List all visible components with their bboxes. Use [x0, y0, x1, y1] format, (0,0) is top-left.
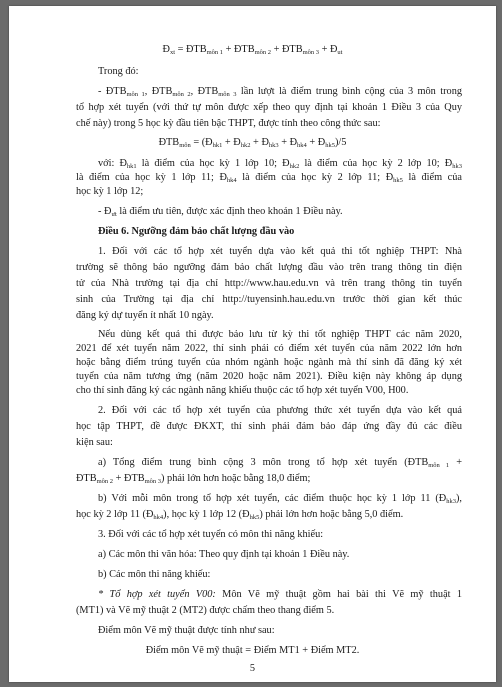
aptitude-subjects: b) Các môn thi năng khiếu: — [98, 569, 211, 580]
dtb-definition-line-1: - $ĐTB_{môn 1}$, $ĐTB_{môn 2}$, $ĐTB_{môn 3}$ lần lượt là điểm trung bình cộng của 3 môn trong — [98, 86, 462, 98]
condition-a-line-2: $ĐTB_{môn 2}$ + $ĐTB_{môn 3}$) phải lớn hơn hoặc bằng 18,0 điểm; — [76, 473, 311, 485]
semester-definition-line-1: với: $Đ_{hk1}$ là điểm của học kỳ 1 lớp 10; $Đ_{hk2}$ là điểm của học kỳ 2 lớp 10; $Đ_{hk3}$ — [98, 158, 462, 170]
condition-a-line-1: a) Tổng điểm trung bình cộng 3 môn trong tổ hợp xét tuyển ($ĐTB_{môn 1}$ + — [98, 457, 462, 469]
calc-intro: Điểm môn Vẽ mỹ thuật được tính như sau: — [98, 625, 275, 636]
trong-do-label: Trong đó: — [98, 66, 139, 77]
p3-line-2: học tập THPT, đề được ĐKXT, thí sinh phải đảm bảo đáp ứng đầy đủ các điều — [76, 421, 462, 432]
dtb-definition-line-3: chế này) trong 5 học kỳ đầu tiên bậc THPT, được tính theo công thức sau: — [76, 118, 381, 129]
calc-formula: Điểm môn Vẽ mỹ thuật = Điểm MT1 + Điểm MT2. — [145, 645, 360, 656]
p1-line-3: tử của Nhà trường tại địa chỉ http://www.hau.edu.vn và trên trang thông tin tuyển — [76, 278, 462, 289]
p2-line-2: 2021 để xét tuyển năm 2022, thí sinh phải có điểm xét tuyển của năm 2022 lớn hơn — [76, 343, 462, 354]
semester-definition-line-3: học kỳ 1 lớp 12; — [76, 186, 144, 197]
v00-line-1: * Tổ hợp xét tuyển V00: Môn Vẽ mỹ thuật gồm hai bài thi Vẽ mỹ thuật 1 — [98, 589, 462, 600]
v00-line-2: (MT1) và Vẽ mỹ thuật 2 (MT2) được chấm theo thang điểm 5. — [76, 605, 335, 616]
condition-b-line-2: học kỳ 2 lớp 11 $(Đ_{hk4})$, học kỳ 1 lớp 12 $(Đ_{hk5})$ phải lớn hơn hoặc bằng 5,0 điểm. — [76, 509, 404, 521]
p2-line-5: cho thí sinh đăng ký các ngành năng khiếu thuộc các tổ hợp xét tuyển V00, H00. — [76, 385, 409, 396]
p2-line-3: hoặc bằng điểm trúng tuyển của nhóm ngành hoặc ngành mà thí sinh đã đăng ký xét — [76, 357, 462, 368]
p3-line-1: 2. Đối với các tổ hợp xét tuyển của phương thức xét tuyển dựa vào kết quả — [98, 405, 462, 416]
formula-total: $Đ_{xt}$ = $ĐTB_{môn 1}$ + $ĐTB_{môn 2}$ + $ĐTB_{môn 3}$ + $Đ_{ut}$ — [162, 44, 343, 56]
aptitude-heading: 3. Đối với các tổ hợp xét tuyển có môn thi năng khiếu: — [98, 529, 324, 540]
priority-point-line: - $Đ_{ưt}$ là điểm ưu tiên, được xác định theo khoản 1 Điều này. — [98, 206, 343, 218]
semester-definition-line-2: là điểm của học kỳ 1 lớp 11; $Đ_{hk4}$ là điểm của học kỳ 2 lớp 11; $Đ_{hk5}$ là điểm của — [76, 172, 462, 184]
formula-subject-average: $ĐTB_{môn}$ = ($Đ_{hk1}$ + $Đ_{hk2}$ + $Đ_{hk3}$ + $Đ_{hk4}$ + $Đ_{hk5})/5$ — [158, 137, 347, 149]
condition-b-line-1: b) Với mỗi môn trong tổ hợp xét tuyển, các điểm thuộc học kỳ 1 lớp 11 $(Đ_{hk3})$, — [98, 493, 462, 505]
p1-line-1: 1. Đối với các tổ hợp xét tuyển dựa vào kết quả thi tốt nghiệp THPT: Nhà — [98, 246, 462, 257]
p1-line-4: sinh của Trường tại địa chỉ http://tuyensinh.hau.edu.vn trước thời gian kết thúc — [76, 294, 462, 305]
p3-line-3: kiện sau: — [76, 437, 113, 448]
p2-line-1: Nếu dùng kết quả thi được bảo lưu từ kỳ thi tốt nghiệp THPT các năm 2020, — [98, 329, 462, 340]
article-6-heading: Điều 6. Ngưỡng đảm bảo chất lượng đầu vào — [98, 226, 295, 237]
p1-line-5: đăng ký dự tuyển ít nhất 10 ngày. — [76, 310, 214, 321]
dtb-definition-line-2: tổ hợp xét tuyển (với thứ tự môn được xếp theo quy định tại khoản 1 Điều 3 của Quy — [76, 102, 462, 113]
document-page — [9, 6, 496, 682]
p1-line-2: trường sẽ thông báo ngưỡng đảm bảo chất lượng đầu vào trên trang thông tin điện — [76, 262, 462, 273]
culture-subjects: a) Các môn thi văn hóa: Theo quy định tại khoản 1 Điều này. — [98, 549, 350, 560]
page-number: 5 — [249, 663, 256, 674]
p2-line-4: tuyển của năm tương ứng (năm 2020 hoặc năm 2021). Điều kiện này không áp dụng — [76, 371, 462, 382]
